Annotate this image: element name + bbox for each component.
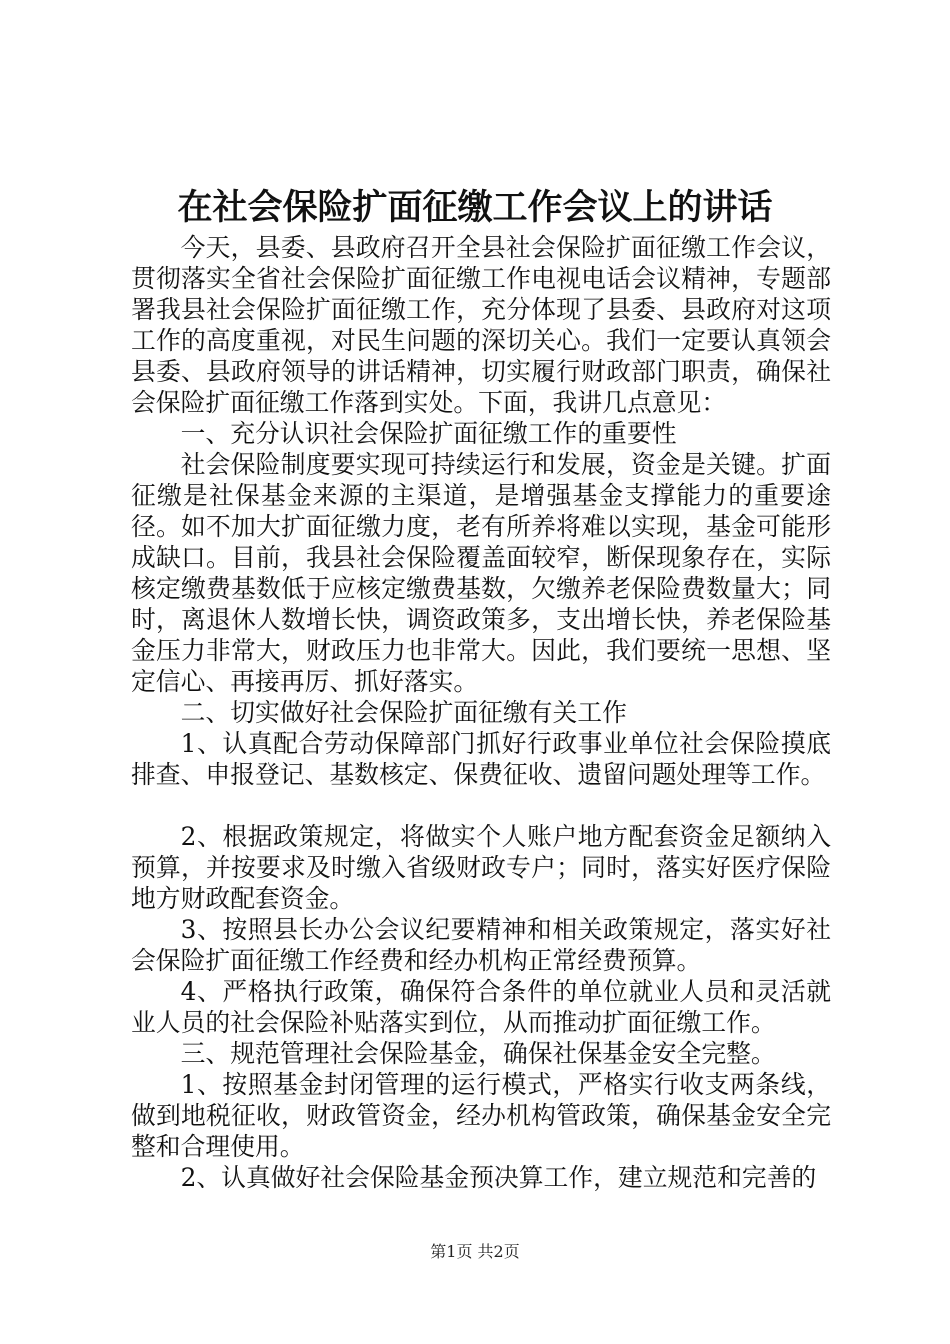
paragraph-fund-item-1: 1、按照基金封闭管理的运行模式，严格实行收支两条线，做到地税征收，财政管资金，经办机构管政策，确保基金安全完整和合理使用。	[131, 1070, 831, 1161]
paragraph-item-1: 1、认真配合劳动保障部门抓好行政事业单位社会保险摸底排查、申报登记、基数核定、保费征收、遗留问题处理等工作。	[131, 729, 831, 789]
paragraph-fund-item-2: 2、认真做好社会保险基金预决算工作，建立规范和完善的	[180, 1163, 817, 1192]
paragraph-intro: 今天，县委、县政府召开全县社会保险扩面征缴工作会议，贯彻落实全省社会保险扩面征缴工作电视电话会议精神，专题部署我县社会保险扩面征缴工作，充分体现了县委、县政府对这项工作的高度重视，对民生问题的深切关心。我们一定要认真领会县委、县政府领导的讲话精神，切实履行财政部门职责，确保社会保险扩面征缴工作落到实处。下面，我讲几点意见：	[131, 233, 831, 417]
section-heading-2: 二、切实做好社会保险扩面征缴有关工作	[180, 698, 627, 727]
document-body	[131, 232, 831, 1193]
page-footer: 第1页 共2页	[430, 1242, 520, 1261]
paragraph-item-2: 2、根据政策规定，将做实个人账户地方配套资金足额纳入预算，并按要求及时缴入省级财政专户；同时，落实好医疗保险地方财政配套资金。	[131, 822, 831, 913]
paragraph-item-3: 3、按照县长办公会议纪要精神和相关政策规定，落实好社会保险扩面征缴工作经费和经办机构正常经费预算。	[131, 915, 831, 975]
section-heading-1: 一、充分认识社会保险扩面征缴工作的重要性	[180, 419, 677, 448]
paragraph-item-4: 4、严格执行政策，确保符合条件的单位就业人员和灵活就业人员的社会保险补贴落实到位，从而推动扩面征缴工作。	[131, 977, 831, 1037]
document-title: 在社会保险扩面征缴工作会议上的讲话	[177, 187, 773, 228]
section-heading-3: 三、规范管理社会保险基金，确保社保基金安全完整。	[180, 1039, 776, 1068]
paragraph-importance: 社会保险制度要实现可持续运行和发展，资金是关键。扩面征缴是社保基金来源的主渠道，是增强基金支撑能力的重要途径。如不加大扩面征缴力度，老有所养将难以实现，基金可能形成缺口。目前，我县社会保险覆盖面较窄，断保现象存在，实际核定缴费基数低于应核定缴费基数，欠缴养老保险费数量大；同时，离退休人数增长快，调资政策多，支出增长快，养老保险基金压力非常大，财政压力也非常大。因此，我们要统一思想、坚定信心、再接再厉、抓好落实。	[131, 450, 831, 696]
